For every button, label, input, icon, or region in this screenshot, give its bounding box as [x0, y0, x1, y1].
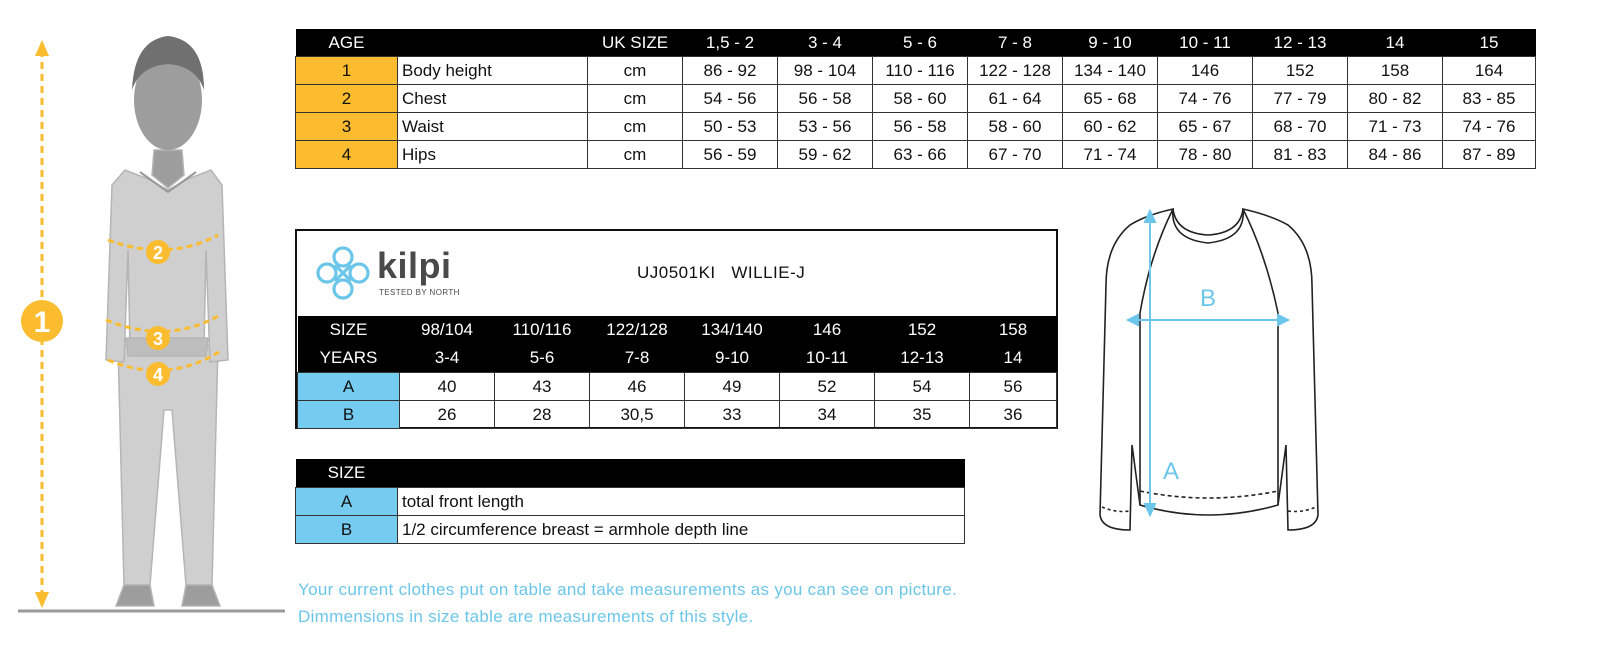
size-value-cell: 56 - 58	[778, 85, 873, 113]
legend-description: 1/2 circumference breast = armhole depth line	[398, 516, 965, 544]
size-value-cell: 65 - 67	[1158, 113, 1253, 141]
body-size-table	[295, 29, 1536, 169]
size-value-cell: 83 - 85	[1443, 85, 1536, 113]
size-value-cell: 56 - 58	[873, 113, 968, 141]
garment-years-header: 14	[970, 344, 1057, 373]
age-size-header: 14	[1348, 29, 1443, 57]
row-number: 3	[296, 113, 398, 141]
size-value-cell: 164	[1443, 57, 1536, 85]
measurement-label: Hips	[398, 141, 588, 169]
size-value-cell: 56 - 59	[683, 141, 778, 169]
measurement-label: Body height	[398, 57, 588, 85]
marker-1-icon	[21, 300, 63, 342]
age-size-header: 12 - 13	[1253, 29, 1348, 57]
brand-logo-text: kilpi	[377, 245, 452, 286]
garment-size-header: 152	[875, 316, 970, 344]
age-header: AGE	[296, 29, 398, 57]
shirt-label-a: A	[1163, 458, 1180, 485]
dimension-note: Dimmensions in size table are measurements of this style.	[298, 607, 754, 626]
size-value-cell: 68 - 70	[1253, 113, 1348, 141]
size-value-cell: 54 - 56	[683, 85, 778, 113]
marker-3-icon	[146, 326, 170, 350]
garment-years-header: 5-6	[495, 344, 590, 373]
garment-years-header: 10-11	[780, 344, 875, 373]
legend-key: A	[296, 488, 398, 516]
size-value-cell: 59 - 62	[778, 141, 873, 169]
size-value-cell: 58 - 60	[873, 85, 968, 113]
garment-size-header: 158	[970, 316, 1057, 344]
size-value-cell: 65 - 68	[1063, 85, 1158, 113]
age-size-header: 5 - 6	[873, 29, 968, 57]
garment-years-header: 7-8	[590, 344, 685, 373]
measurement-label: Waist	[398, 113, 588, 141]
size-value-cell: 53 - 56	[778, 113, 873, 141]
size-value-cell: 87 - 89	[1443, 141, 1536, 169]
garment-table-row	[298, 373, 1057, 401]
child-figure	[0, 0, 290, 625]
legend-key: B	[296, 516, 398, 544]
size-value-cell: 158	[1348, 57, 1443, 85]
age-size-header: 15	[1443, 29, 1536, 57]
marker-4-icon	[146, 362, 170, 386]
garment-value-cell: 34	[780, 401, 875, 429]
row-number: 1	[296, 57, 398, 85]
garment-years-header: 3-4	[400, 344, 495, 373]
garment-size-header: 110/116	[495, 316, 590, 344]
size-table-row	[296, 57, 1536, 85]
size-table-header	[296, 29, 1536, 57]
size-value-cell: 60 - 62	[1063, 113, 1158, 141]
size-value-cell: 86 - 92	[683, 57, 778, 85]
garment-size-header: 122/128	[590, 316, 685, 344]
garment-table-row	[298, 401, 1057, 429]
uk-size-header: UK SIZE	[588, 29, 683, 57]
size-value-cell: 77 - 79	[1253, 85, 1348, 113]
row-number: 4	[296, 141, 398, 169]
size-value-cell: 74 - 76	[1158, 85, 1253, 113]
size-value-cell: 71 - 73	[1348, 113, 1443, 141]
measurement-key: A	[298, 373, 400, 401]
size-value-cell: 98 - 104	[778, 57, 873, 85]
garment-value-cell: 36	[970, 401, 1057, 429]
size-value-cell: 134 - 140	[1063, 57, 1158, 85]
measurement-label: Chest	[398, 85, 588, 113]
unit-cell: cm	[588, 85, 683, 113]
size-value-cell: 71 - 74	[1063, 141, 1158, 169]
measurement-legend-table	[295, 459, 965, 544]
garment-value-cell: 35	[875, 401, 970, 429]
measure-note: Your current clothes put on table and take measurements as you can see on picture.	[298, 580, 958, 599]
size-value-cell: 146	[1158, 57, 1253, 85]
garment-value-cell: 56	[970, 373, 1057, 401]
kilpi-knot-icon	[313, 243, 373, 303]
marker-2-icon	[146, 240, 170, 264]
size-value-cell: 74 - 76	[1443, 113, 1536, 141]
age-size-header: 10 - 11	[1158, 29, 1253, 57]
age-size-header: 7 - 8	[968, 29, 1063, 57]
garment-size-label: SIZE	[298, 316, 400, 344]
garment-value-cell: 54	[875, 373, 970, 401]
measurement-key: B	[298, 401, 400, 429]
size-value-cell: 84 - 86	[1348, 141, 1443, 169]
size-value-cell: 80 - 82	[1348, 85, 1443, 113]
garment-value-cell: 52	[780, 373, 875, 401]
legend-row	[296, 516, 965, 544]
product-header	[297, 231, 1056, 316]
legend-row	[296, 488, 965, 516]
shirt-diagram	[1080, 195, 1340, 555]
garment-years-label: YEARS	[298, 344, 400, 373]
size-value-cell: 63 - 66	[873, 141, 968, 169]
garment-size-header: 134/140	[685, 316, 780, 344]
garment-size-header: 146	[780, 316, 875, 344]
unit-cell: cm	[588, 141, 683, 169]
age-size-header: 9 - 10	[1063, 29, 1158, 57]
size-table-row	[296, 113, 1536, 141]
garment-value-cell: 30,5	[590, 401, 685, 429]
garment-size-table	[297, 316, 1057, 429]
unit-cell: cm	[588, 113, 683, 141]
size-value-cell: 67 - 70	[968, 141, 1063, 169]
garment-size-header: 98/104	[400, 316, 495, 344]
size-value-cell: 122 - 128	[968, 57, 1063, 85]
size-table-row	[296, 141, 1536, 169]
garment-value-cell: 26	[400, 401, 495, 429]
garment-years-header: 9-10	[685, 344, 780, 373]
shirt-label-b: B	[1200, 285, 1217, 312]
size-table-row	[296, 85, 1536, 113]
brand-tagline: TESTED BY NORTH	[379, 288, 460, 297]
unit-cell: cm	[588, 57, 683, 85]
size-value-cell: 50 - 53	[683, 113, 778, 141]
garment-value-cell: 28	[495, 401, 590, 429]
garment-value-cell: 49	[685, 373, 780, 401]
garment-value-cell: 46	[590, 373, 685, 401]
garment-value-cell: 40	[400, 373, 495, 401]
size-value-cell: 152	[1253, 57, 1348, 85]
size-value-cell: 58 - 60	[968, 113, 1063, 141]
garment-size-panel	[295, 229, 1058, 429]
product-code: UJ0501KI	[637, 263, 716, 282]
product-name: WILLIE-J	[731, 263, 806, 282]
legend-description: total front length	[398, 488, 965, 516]
age-size-header: 1,5 - 2	[683, 29, 778, 57]
product-title	[637, 263, 805, 283]
garment-years-header: 12-13	[875, 344, 970, 373]
garment-value-cell: 33	[685, 401, 780, 429]
garment-value-cell: 43	[495, 373, 590, 401]
size-value-cell: 81 - 83	[1253, 141, 1348, 169]
marker-1-label: 1	[33, 306, 51, 339]
size-value-cell: 78 - 80	[1158, 141, 1253, 169]
size-value-cell: 110 - 116	[873, 57, 968, 85]
row-number: 2	[296, 85, 398, 113]
marker-2-label: 2	[152, 243, 164, 263]
age-size-header: 3 - 4	[778, 29, 873, 57]
legend-size-header: SIZE	[296, 459, 398, 488]
marker-4-label: 4	[152, 365, 164, 385]
size-value-cell: 61 - 64	[968, 85, 1063, 113]
marker-3-label: 3	[152, 329, 164, 349]
